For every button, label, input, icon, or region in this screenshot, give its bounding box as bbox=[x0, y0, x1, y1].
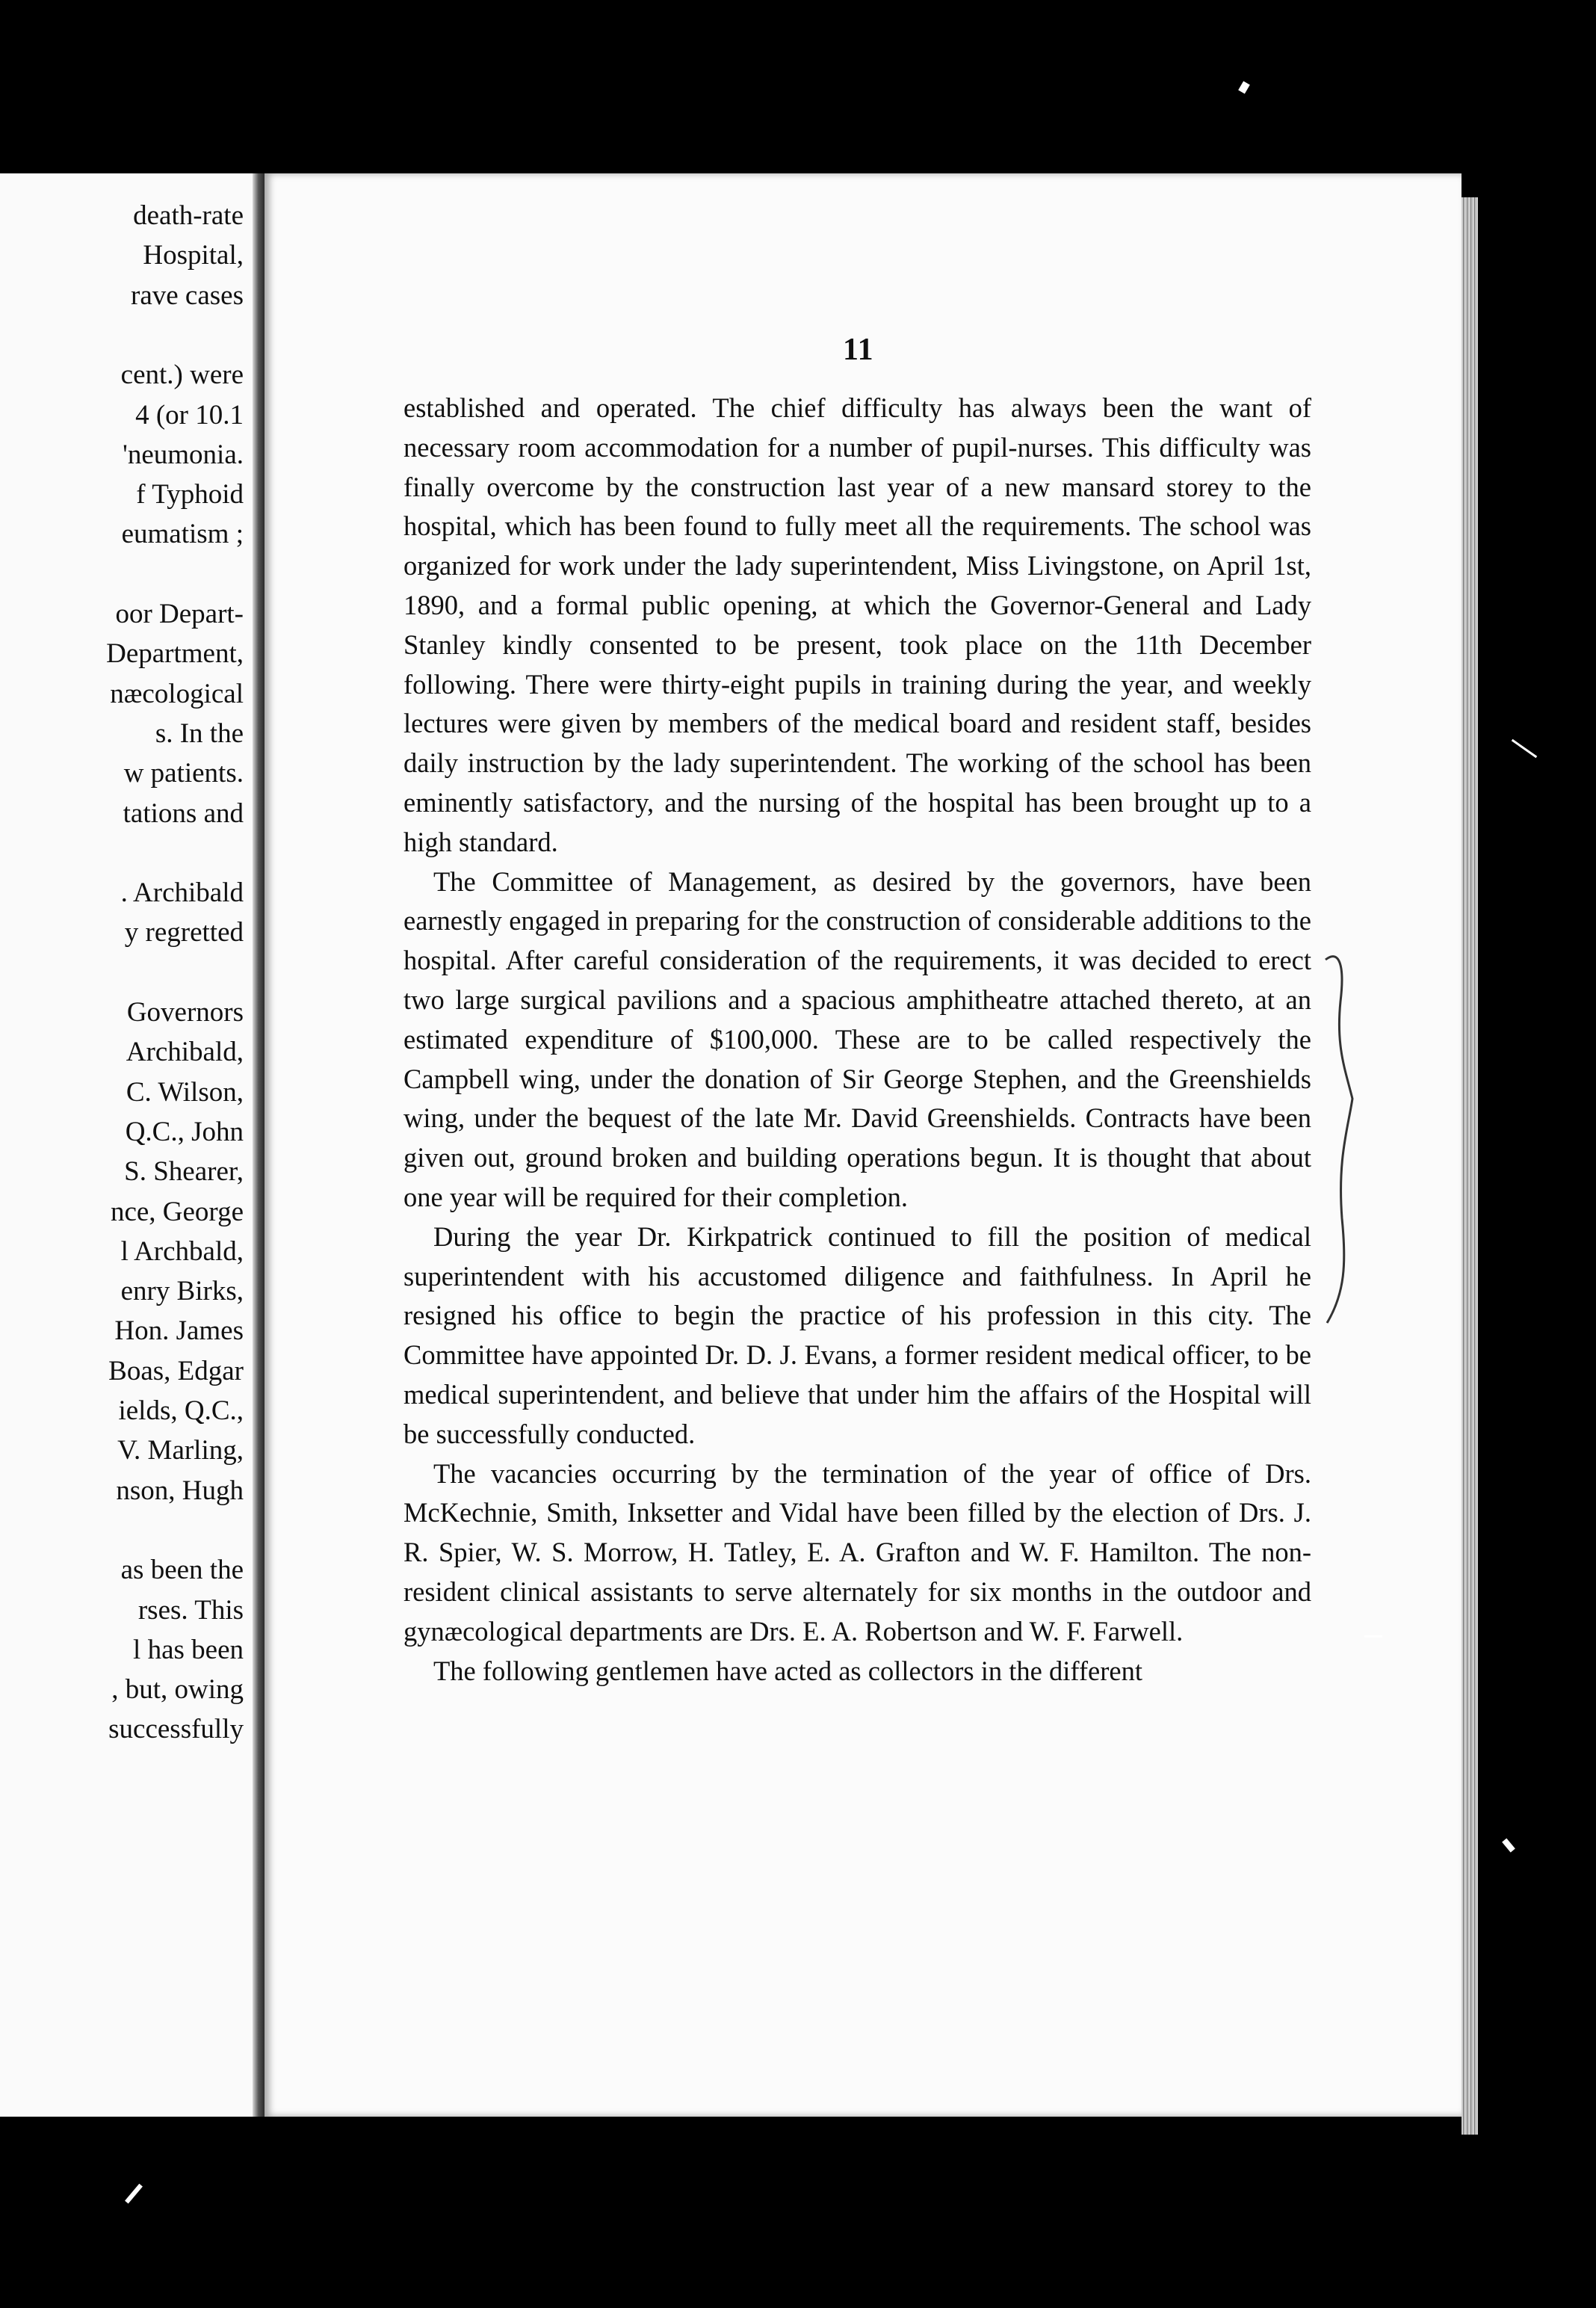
left-page-line: nce, George bbox=[110, 1196, 244, 1227]
page-number: 11 bbox=[843, 333, 874, 367]
left-page-line: ields, Q.C., bbox=[118, 1395, 244, 1426]
left-page-line: S. Shearer, bbox=[124, 1156, 244, 1188]
body-text bbox=[403, 389, 1311, 1691]
left-page-line: s. In the bbox=[155, 718, 244, 749]
left-page-line: as been the bbox=[120, 1555, 244, 1586]
left-page-line: nson, Hugh bbox=[116, 1475, 244, 1506]
left-page-line: Governors bbox=[126, 997, 244, 1028]
left-page-line: oor Depart- bbox=[115, 599, 244, 629]
page-edge bbox=[1462, 197, 1478, 2135]
paragraph: established and operated. The chief difficulty has always been the want of necessary room accommodation for a number of pupil-nurses. This difficulty was finally overcome by the construction last year of a new mansard storey to the hospital, which has been found to fully meet all the requirements. The school was organized for work under the lady superintendent, Miss Livingstone, on April 1st, 1890, and a formal public opening, at which the Governor-General and Lady Stanley kindly consented to be present, took place on the 11th December following. There were thirty-eight pupils in training during the year, and weekly lectures were given by members of the medical board and resident staff, besides daily instruction by the lady superintendent. The working of the school has been eminently satisfactory, and the nursing of the hospital has been brought up to a high standard. bbox=[403, 392, 1311, 857]
left-page-line: Boas, Edgar bbox=[108, 1355, 244, 1386]
left-page-line: Department, bbox=[106, 638, 244, 670]
left-page-line: w patients. bbox=[123, 758, 244, 789]
paragraph: During the year Dr. Kirkpatrick continued to fill the position of medical superintendent with his accustomed diligence and faithfulness. In April he resigned his office to begin the practice of his profession in this city. The Committee have appointed Dr. D. J. Evans, a former resident medical officer, to be medical superintendent, and believe that under him the affairs of the Hospital will be successfully conducted. bbox=[403, 1221, 1311, 1449]
left-page-line: rave cases bbox=[131, 280, 244, 311]
left-page-line: 'neumonia. bbox=[123, 439, 244, 470]
book-gutter bbox=[253, 173, 265, 2117]
left-page-line: eumatism ; bbox=[121, 519, 244, 550]
left-page-line: V. Marling, bbox=[117, 1435, 244, 1466]
scan-speck bbox=[125, 2184, 143, 2204]
scan-speck bbox=[1238, 81, 1250, 93]
left-page-line: , but, owing bbox=[111, 1674, 244, 1706]
left-page-line: cent.) were bbox=[120, 360, 244, 391]
left-page-line: death-rate bbox=[133, 200, 244, 231]
left-page-line: tations and bbox=[123, 797, 244, 829]
left-page-line: enry Birks, bbox=[120, 1276, 244, 1307]
paragraph: The Committee of Management, as desired by the governors, have been earnestly engaged in preparing for the construction of considerable additions to the hospital. After careful consideration of the requirements, it was decided to erect two large surgical pavilions and a spacious amphitheatre attached thereto, at an estimated expenditure of $100,000. These are to be called respectively the Campbell wing, under the donation of Sir George Stephen, and the Greenshields wing, under the bequest of the late Mr. David Greenshields. Contracts have been given out, ground broken and building operations begun. It is thought that about one year will be required for their completion. bbox=[403, 866, 1311, 1212]
left-page-line: successfully bbox=[108, 1714, 244, 1745]
left-page-line: rses. This bbox=[137, 1594, 244, 1626]
left-page-line: l Archbald, bbox=[120, 1235, 244, 1267]
left-page-line: . Archibald bbox=[120, 877, 244, 909]
left-page-line: Hospital, bbox=[143, 240, 244, 271]
left-page-line: 4 (or 10.1 bbox=[135, 399, 244, 431]
scan-speck bbox=[1364, 1635, 1382, 1638]
paragraph: The following gentlemen have acted as collectors in the different bbox=[433, 1655, 1142, 1686]
left-page-line: C. Wilson, bbox=[126, 1076, 244, 1108]
scan-speck bbox=[1512, 739, 1537, 758]
left-page-line: Q.C., John bbox=[125, 1116, 244, 1147]
left-page-line: l has been bbox=[133, 1634, 244, 1665]
paragraph: The vacancies occurring by the termination of the year of office of Drs. McKechnie, Smith, Inksetter and Vidal have been filled by the election of Drs. J. R. Spier, W. S. Morrow, H. Tatley, E. A. Grafton and W. F. Hamilton. The non-resident clinical assistants to serve alternately for six months in the outdoor and gynæcological departments are Drs. E. A. Robertson and W. F. Farwell. bbox=[403, 1457, 1311, 1647]
margin-brace-mark bbox=[1323, 949, 1367, 1338]
left-page-line: y regretted bbox=[124, 917, 244, 948]
left-page-line: Hon. James bbox=[114, 1315, 244, 1347]
left-page-line: Archibald, bbox=[126, 1037, 244, 1068]
scan-speck bbox=[1502, 1839, 1515, 1853]
left-page-line: f Typhoid bbox=[136, 479, 244, 510]
left-page-line: næcological bbox=[110, 678, 244, 709]
left-page bbox=[0, 173, 253, 2117]
